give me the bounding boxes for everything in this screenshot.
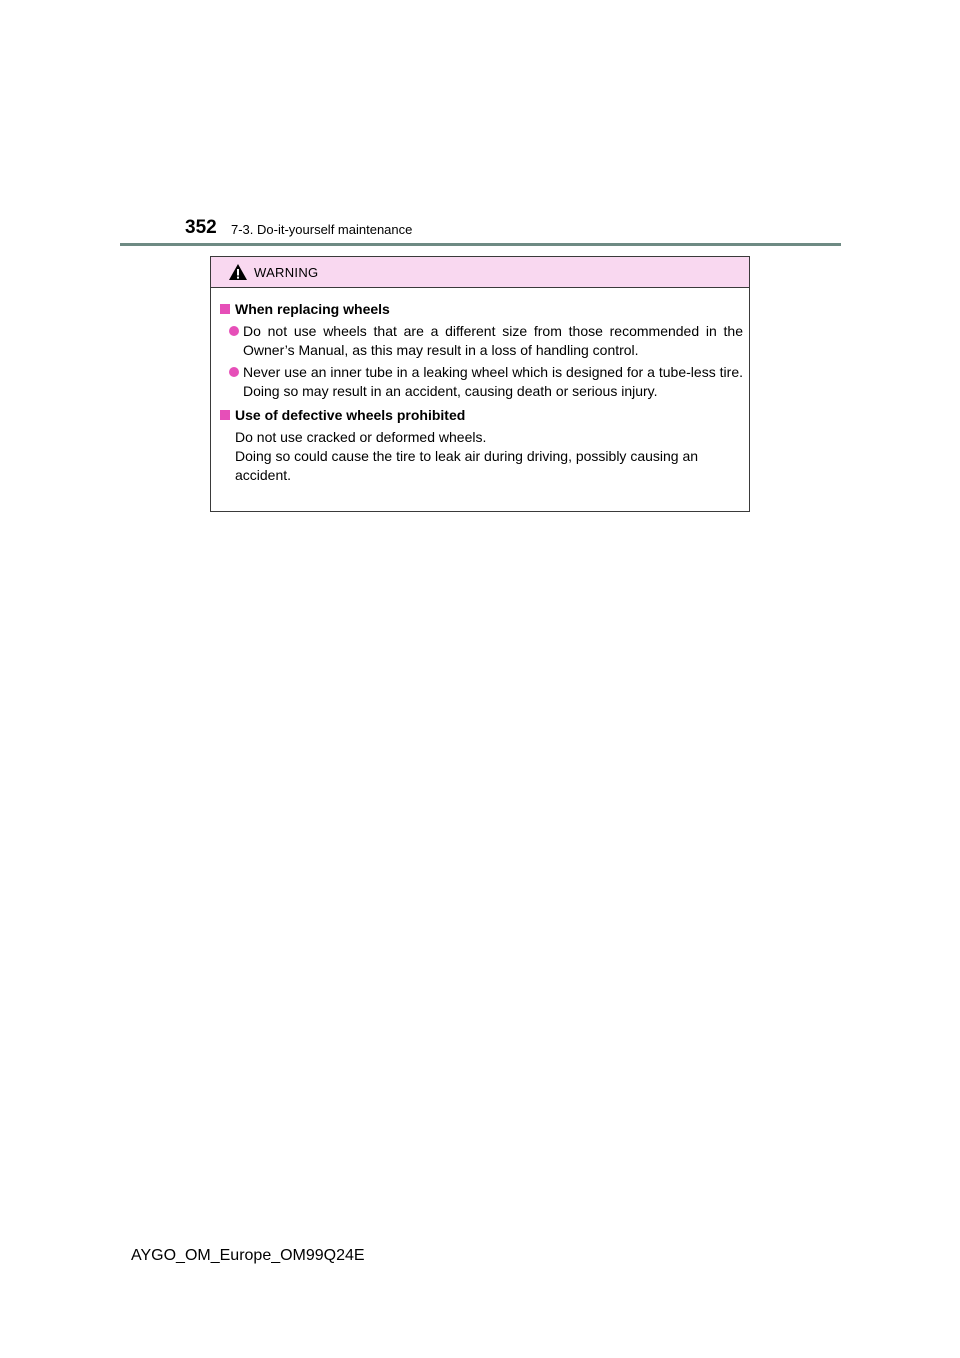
section-title: 7-3. Do-it-yourself maintenance: [231, 222, 413, 237]
list-item: [217, 363, 743, 401]
section-heading: [217, 300, 743, 319]
header-divider: [120, 243, 841, 246]
document-code: AYGO_OM_Europe_OM99Q24E: [131, 1247, 365, 1264]
list-item-text: Never use an inner tube in a leaking wheel which is designed for a tube-less tire. Doing so may result in an accident, causing death or serious injury.: [243, 364, 743, 399]
paragraph-line: Do not use cracked or deformed wheels.: [235, 429, 487, 445]
warning-label: WARNING: [254, 265, 319, 280]
warning-box: [210, 256, 750, 512]
section-heading: [217, 406, 743, 425]
section-heading-text: When replacing wheels: [235, 301, 390, 317]
circle-bullet-icon: [229, 367, 239, 377]
warning-header: [211, 257, 749, 288]
list-item: [217, 322, 743, 360]
warning-triangle-icon: [228, 263, 248, 281]
section-heading-text: Use of defective wheels prohibited: [235, 407, 466, 423]
square-bullet-icon: [220, 410, 230, 420]
paragraph-line: Doing so could cause the tire to leak air during driving, possibly causing an accident.: [235, 448, 699, 483]
square-bullet-icon: [220, 304, 230, 314]
page-number: 352: [185, 217, 217, 238]
circle-bullet-icon: [229, 326, 239, 336]
list-item-text: Do not use wheels that are a different size from those recommended in the Owner’s Manual, as this may result in a loss of handling control.: [243, 323, 743, 358]
warning-body: [211, 288, 749, 485]
